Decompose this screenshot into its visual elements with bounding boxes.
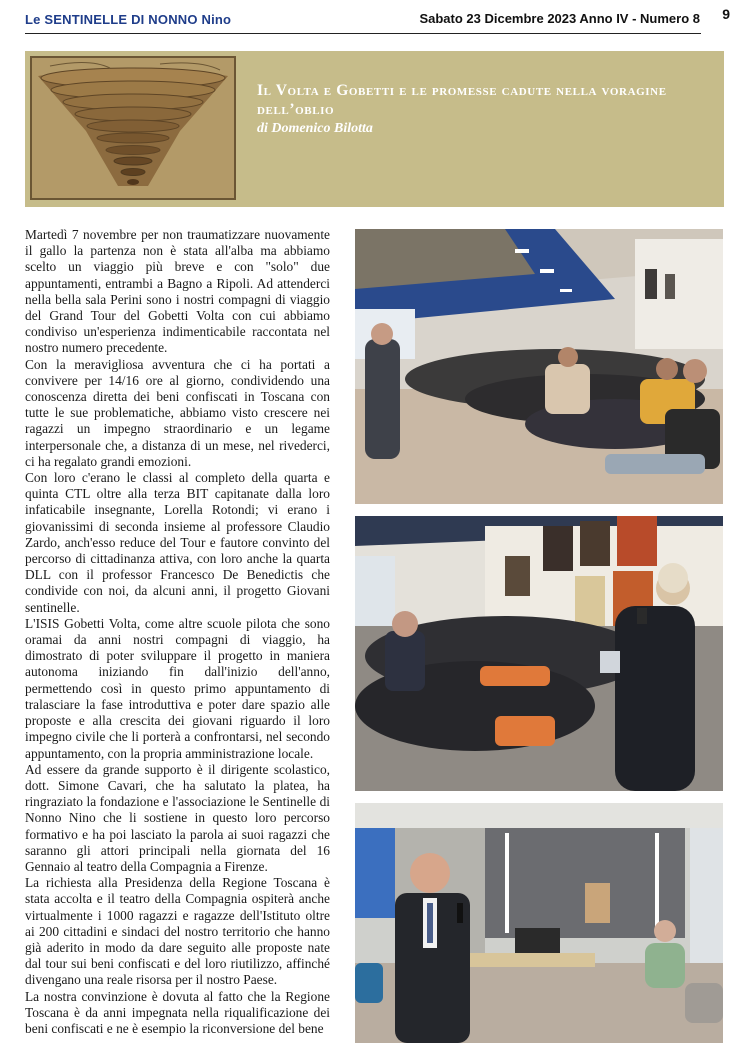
paragraph: Con la meravigliosa avventura che ci ha portati a convivere per 14/16 ore al giorno, condividendo una conoscenza diretta dei beni confiscati in Toscana con tutte le sue problematiche, abbiamo visto crescere nei ragazzi un impegno straordinario e un legame interpersonale che, a distanza di un mese, nel rivederci, ci ha regalato grandi emozioni. — [25, 356, 330, 469]
page-number: 9 — [722, 6, 730, 22]
article-author: di Domenico Bilotta — [257, 121, 373, 136]
masthead: Le SENTINELLE DI NONNO Nino — [25, 12, 232, 27]
students-hall-photo — [355, 229, 723, 504]
article-body — [25, 227, 330, 1037]
article-banner — [25, 51, 724, 207]
paragraph: L'ISIS Gobetti Volta, come altre scuole pilota che sono oramai da anni nostri compagni di viaggio, ha dimostrato di poter sviluppare il progetto in maniera autonoma iniziando fin dall'inizio dell'anno, permettendo così in questo primo appuntamento di tralasciare la fase introduttiva e poter dare spazio alle proposte e alla crescita dei giovani riguardo il loro impegno civile che li porterà a confrontarsi, nel secondo appuntamento, con la propria amministrazione locale. — [25, 615, 330, 761]
man-speaking-photo — [355, 803, 723, 1043]
paragraph: La richiesta alla Presidenza della Regione Toscana è stata accolta e il teatro della Compagnia ospiterà anche virtualmente i 1000 ragazzi e ragazze dell'Istituto oltre ai 200 cittadini e sindaci del nostro territorio che hanno già aderito in modo da dare seguito alle proposte nate dal tour sui beni confiscati e del loro riutilizzo, affinché divengano una reale risorsa per il nostro Paese. — [25, 875, 330, 988]
page-header — [25, 8, 730, 32]
header-rule — [25, 33, 701, 34]
article-title: Il Volta e Gobetti e le promesse cadute nella voragine dell’oblio — [257, 82, 667, 118]
paragraph: Martedì 7 novembre per non traumatizzare nuovamente il gallo la partenza non è stata all'alba ma abbiamo scelto un viaggio più breve e con "solo" due appuntamenti, entrambi a Bagno a Ripoli. Ad attenderci nella bella sala Perini sono i nostri compagni di viaggio del Grand Tour del Gobetti Volta con cui abbiamo condiviso un'esperienza indimenticabile raccontata nel nostro numero precedente. — [25, 227, 330, 356]
woman-speaking-photo — [355, 516, 723, 791]
paragraph: Ad essere da grande supporto è il dirigente scolastico, dott. Simone Cavari, che ha salutato la platea, ha ringraziato la fondazione e l'associazione le Sentinelle di Nonno Nino che li sostiene in questo loro percorso formativo e ha poi lasciato la parola ai suoi ragazzi che saranno gli attori principali nella giornata del 16 Gennaio al teatro della Compagnia a Firenze. — [25, 761, 330, 874]
dante-inferno-illustration — [30, 56, 236, 200]
issue-date: Sabato 23 Dicembre 2023 Anno IV - Numero 8 — [419, 11, 700, 26]
paragraph: La nostra convinzione è dovuta al fatto che la Regione Toscana è da anni impegnata nella riqualificazione dei beni confiscati e ne è esempio la riconversione del bene — [25, 988, 330, 1036]
paragraph: Con loro c'erano le classi al completo della quarta e quinta CTL oltre alla terza BIT capitanate dalla loro infaticabile insegnante, Lorella Rotondi; vi erano i giovanissimi di seconda insieme al professore Claudio Zardo, anch'esso reduce del Tour e fautore convinto del percorso di cittadinanza attiva, con loro anche la quarta DLL con il professor Francesco De Benedictis che condivide con noi, da alcuni anni, il progetto Giovani sentinelle. — [25, 470, 330, 615]
